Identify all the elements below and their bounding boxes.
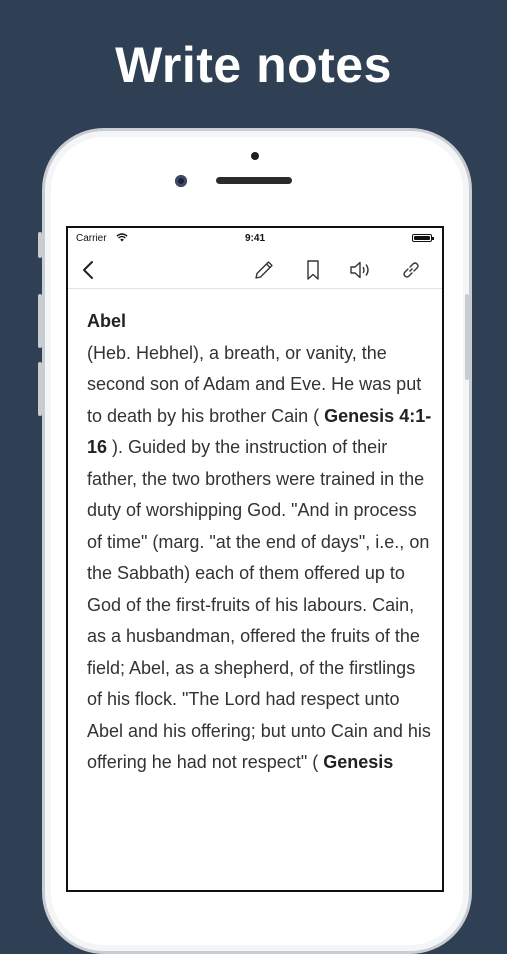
phone-volume-up-button (38, 294, 42, 348)
entry-content (87, 306, 432, 779)
toolbar (68, 252, 442, 289)
bookmark-icon[interactable] (299, 256, 327, 284)
carrier-label: Carrier (76, 233, 107, 244)
phone-camera (175, 175, 187, 187)
scripture-reference-link-2[interactable]: Genesis (323, 752, 394, 772)
link-icon[interactable] (397, 256, 425, 284)
pencil-icon[interactable] (250, 256, 278, 284)
speaker-icon[interactable] (347, 256, 375, 284)
entry-text-part-1: (Heb. Hebhel), a breath, or vanity, the second son of Adam and Eve. He was put to death by his brother Cain ( (87, 342, 422, 426)
scripture-reference-link[interactable]: Genesis 4:1-16 (87, 405, 432, 457)
battery-icon (412, 234, 432, 242)
app-screen (66, 226, 444, 892)
entry-body (87, 338, 432, 779)
phone-sensor (251, 152, 259, 160)
status-bar (68, 228, 442, 248)
status-time: 9:41 (244, 233, 265, 244)
headline: Write notes (115, 37, 392, 93)
entry-text-part-2: ). Guided by the instruction of their father, the two brothers were trained in the duty of worshipping God. "And in process of time" (marg. "at the end of days", i.e., on the Sabbath) each of them offered up to God of the first-fruits of his labours. Cain, as a husbandman, offered the fruits of the field; Abel, as a shepherd, of the firstlings of his flock. "The Lord had respect unto Abel and his offering; but unto Cain and his offering he had not respect" ( (87, 437, 431, 772)
phone-volume-down-button (38, 362, 42, 416)
chevron-left-icon[interactable] (74, 256, 102, 284)
phone-power-button (465, 294, 469, 380)
phone-speaker (216, 177, 292, 184)
phone-side-button (38, 232, 42, 258)
entry-title: Abel (87, 311, 127, 331)
